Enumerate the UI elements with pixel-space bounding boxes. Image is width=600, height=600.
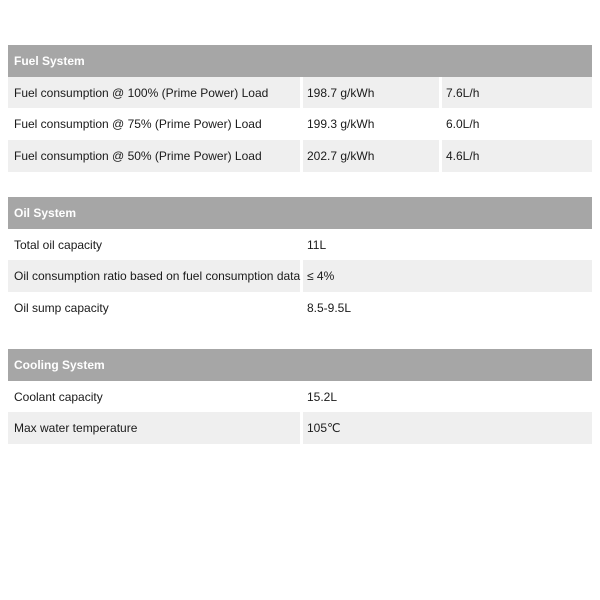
spec-value: 15.2L	[307, 389, 338, 404]
spec-value: ≤ 4%	[307, 269, 335, 283]
table-row	[8, 292, 592, 324]
fuel-system-header: Fuel System	[8, 45, 592, 77]
cooling-system-header: Cooling System	[8, 349, 592, 381]
table-row	[8, 140, 592, 172]
table-row	[8, 260, 592, 292]
oil-system-header: Oil System	[8, 197, 592, 229]
table-row	[8, 108, 592, 140]
spec-value-secondary: 7.6L/h	[446, 85, 480, 100]
spec-value: 11L	[307, 237, 327, 252]
spec-label: Max water temperature	[14, 421, 138, 435]
spec-value: 8.5-9.5L	[307, 301, 352, 315]
table-row	[8, 412, 592, 444]
oil-system-section	[8, 197, 592, 324]
spec-label: Fuel consumption @ 75% (Prime Power) Load	[14, 117, 262, 131]
table-row	[8, 229, 592, 260]
spec-label: Total oil capacity	[14, 237, 103, 252]
cooling-system-section	[8, 349, 592, 444]
spec-value: 105℃	[307, 421, 341, 435]
spec-value: 202.7 g/kWh	[307, 149, 375, 163]
spec-value: 198.7 g/kWh	[307, 85, 375, 100]
spec-label: Oil sump capacity	[14, 301, 109, 315]
spec-label: Coolant capacity	[14, 389, 103, 404]
spec-label: Oil consumption ratio based on fuel consumption data	[14, 269, 301, 283]
spec-label: Fuel consumption @ 100% (Prime Power) Load	[14, 85, 269, 100]
spec-value-secondary: 4.6L/h	[446, 149, 480, 163]
spec-value-secondary: 6.0L/h	[446, 117, 480, 131]
spec-label: Fuel consumption @ 50% (Prime Power) Load	[14, 149, 262, 163]
spec-value: 199.3 g/kWh	[307, 117, 375, 131]
table-row	[8, 77, 592, 108]
table-row	[8, 381, 592, 412]
fuel-system-section	[8, 45, 592, 172]
